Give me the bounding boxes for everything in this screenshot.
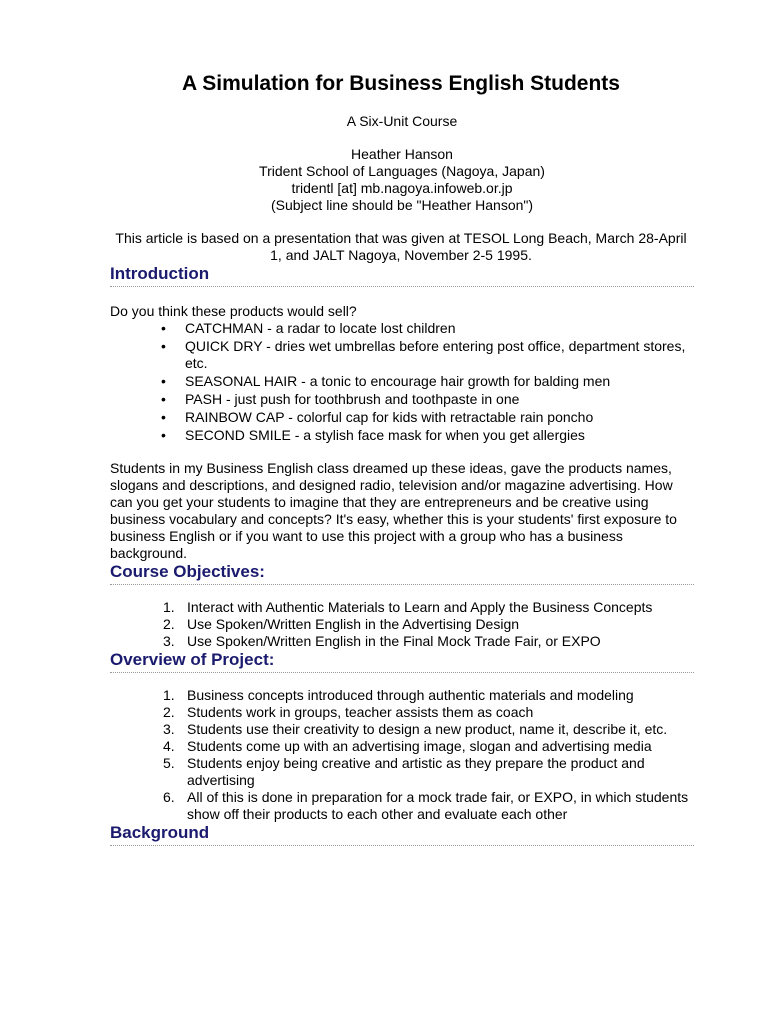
section-heading-introduction: Introduction [110, 264, 694, 287]
bullet-marker: • [161, 373, 166, 389]
intro-question: Do you think these products would sell? [110, 303, 357, 319]
list-number: 2. [163, 704, 175, 720]
list-item [161, 409, 694, 426]
author-note: (Subject line should be "Heather Hanson") [270, 197, 534, 213]
document-title: A Simulation for Business English Students [182, 72, 620, 95]
list-number: 6. [163, 789, 175, 805]
list-item-text: Students enjoy being creative and artistic as they prepare the product and advertising [187, 755, 645, 788]
list-number: 1. [163, 687, 175, 703]
list-item [163, 599, 694, 616]
list-item [163, 789, 694, 823]
bullet-marker: • [161, 338, 166, 354]
section-heading-background: Background [110, 823, 694, 846]
list-item [163, 738, 694, 755]
list-item-text: Business concepts introduced through authentic materials and modeling [187, 687, 634, 703]
product-list [110, 320, 694, 444]
list-item-text: Interact with Authentic Materials to Learn and Apply the Business Concepts [187, 599, 653, 615]
list-item-text: RAINBOW CAP - colorful cap for kids with retractable rain poncho [185, 409, 594, 425]
list-number: 1. [163, 599, 175, 615]
list-item-text: Students come up with an advertising image, slogan and advertising media [187, 738, 652, 754]
objectives-list [110, 599, 694, 650]
list-number: 4. [163, 738, 175, 754]
list-item [161, 338, 694, 372]
author-name: Heather Hanson [351, 146, 453, 162]
list-item-text: Students work in groups, teacher assists them as coach [187, 704, 534, 720]
section-heading-objectives: Course Objectives: [110, 562, 694, 585]
list-item [163, 633, 694, 650]
list-item-text: CATCHMAN - a radar to locate lost children [185, 320, 456, 336]
document-subtitle: A Six-Unit Course [346, 113, 458, 129]
list-item [161, 391, 694, 408]
bullet-marker: • [161, 427, 166, 443]
list-item-text: PASH - just push for toothbrush and toothpaste in one [185, 391, 520, 407]
list-item [163, 755, 694, 789]
author-block [110, 146, 694, 214]
bullet-marker: • [161, 391, 166, 407]
bullet-marker: • [161, 320, 166, 336]
presentation-note: This article is based on a presentation that was given at TESOL Long Beach, March 28-April 1, and JALT Nagoya, November 2-5 1995. [115, 230, 687, 263]
list-item [161, 320, 694, 337]
list-item [163, 687, 694, 704]
list-item [163, 616, 694, 633]
overview-list [110, 687, 694, 823]
list-number: 5. [163, 755, 175, 771]
list-item-text: All of this is done in preparation for a mock trade fair, or EXPO, in which students show off their products to each other and evaluate each other [187, 789, 689, 822]
list-number: 2. [163, 616, 175, 632]
list-item-text: SEASONAL HAIR - a tonic to encourage hair growth for balding men [185, 373, 611, 389]
list-item [161, 427, 694, 444]
list-item-text: SECOND SMILE - a stylish face mask for when you get allergies [185, 427, 585, 443]
author-email: tridentl [at] mb.nagoya.infoweb.or.jp [291, 180, 513, 196]
bullet-marker: • [161, 409, 166, 425]
list-item-text: Use Spoken/Written English in the Final Mock Trade Fair, or EXPO [187, 633, 601, 649]
list-item-text: QUICK DRY - dries wet umbrellas before entering post office, department stores, etc. [185, 338, 686, 371]
list-item [163, 721, 694, 738]
author-affiliation: Trident School of Languages (Nagoya, Japan) [259, 163, 545, 179]
list-item [161, 373, 694, 390]
list-item [163, 704, 694, 721]
list-number: 3. [163, 633, 175, 649]
list-item-text: Use Spoken/Written English in the Advertising Design [187, 616, 520, 632]
list-item-text: Students use their creativity to design a new product, name it, describe it, etc. [187, 721, 668, 737]
list-number: 3. [163, 721, 175, 737]
intro-paragraph: Students in my Business English class dreamed up these ideas, gave the products names, slogans and descriptions, and designed radio, television and/or magazine advertising. How can you get your students to imagine that they are entrepreneurs and be creative using business vocabulary and concepts? It's easy, whether this is your students' first exposure to business English or if you want to use this project with a group who has a business background. [110, 460, 677, 561]
section-heading-overview: Overview of Project: [110, 650, 694, 673]
